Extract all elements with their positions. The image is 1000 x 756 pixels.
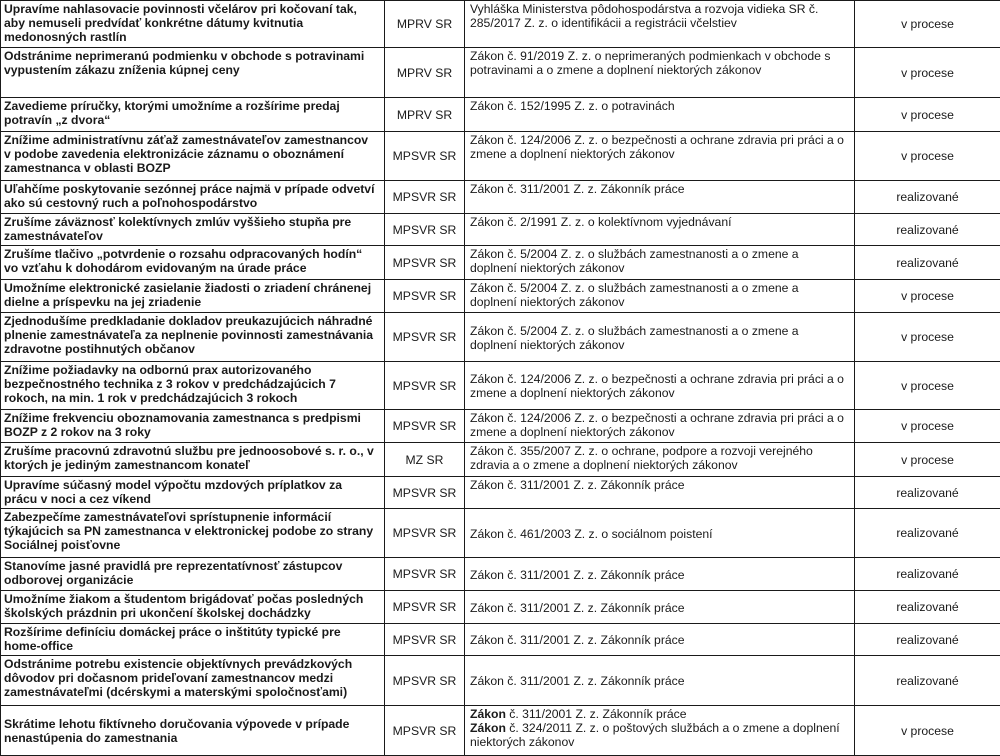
table-row — [1, 509, 1000, 558]
law-cell: Zákon č. 124/2006 Z. z. o bezpečnosti a ochrane zdravia pri práci a o zmene a doplnení niektorých zákonov — [465, 132, 855, 181]
ministry-cell: MPSVR SR — [385, 509, 465, 558]
law-cell: Vyhláška Ministerstva pôdohospodárstva a rozvoja vidieka SR č. 285/2017 Z. z. o identifikácii a registrácii včelstiev — [465, 1, 855, 48]
ministry-cell: MPSVR SR — [385, 362, 465, 410]
table-row — [1, 132, 1000, 181]
measure-cell: Upravíme nahlasovacie povinnosti včelárov pri kočovaní tak, aby nemuseli predvídať konkrétne dátumy kvitnutia medonosných rastlín — [1, 1, 385, 48]
status-cell: realizované — [855, 509, 1000, 558]
status-cell: v procese — [855, 48, 1000, 98]
law-cell: Zákon č. 311/2001 Z. z. Zákonník práce — [465, 591, 855, 624]
measure-cell: Zrušíme tlačivo „potvrdenie o rozsahu odpracovaných hodín“ vo vzťahu k dohodárom evidovaným na úrade práce — [1, 246, 385, 280]
law-cell: Zákon č. 5/2004 Z. z. o službách zamestnanosti a o zmene a doplnení niektorých zákonov — [465, 246, 855, 280]
law-line — [470, 721, 848, 749]
measure-cell: Zabezpečíme zamestnávateľovi sprístupnenie informácií týkajúcich sa PN zamestnanca v elektronickej podobe zo strany Sociálnej poisťovne — [1, 509, 385, 558]
status-cell: v procese — [855, 132, 1000, 181]
measure-cell: Odstránime neprimeranú podmienku v obchode s potravinami vypustením zákazu zníženia kúpnej ceny — [1, 48, 385, 98]
measure-cell: Stanovíme jasné pravidlá pre reprezentatívnosť zástupcov odborovej organizácie — [1, 558, 385, 591]
law-line-text: č. 324/2011 Z. z. o poštových službách a o zmene a doplnení niektorých zákonov — [470, 721, 840, 749]
status-cell: realizované — [855, 558, 1000, 591]
status-cell: realizované — [855, 624, 1000, 656]
law-cell: Zákon č. 311/2001 Z. z. Zákonník práce — [465, 477, 855, 509]
table-row — [1, 656, 1000, 706]
ministry-cell: MPSVR SR — [385, 313, 465, 362]
law-cell: Zákon č. 5/2004 Z. z. o službách zamestnanosti a o zmene a doplnení niektorých zákonov — [465, 280, 855, 313]
ministry-cell: MPSVR SR — [385, 624, 465, 656]
law-cell: Zákon č. 461/2003 Z. z. o sociálnom poistení — [465, 509, 855, 558]
law-cell: Zákon č. 91/2019 Z. z. o neprimeraných podmienkach v obchode s potravinami a o zmene a doplnení niektorých zákonov — [465, 48, 855, 98]
law-cell: Zákon č. 311/2001 Z. z. Zákonník práce — [465, 624, 855, 656]
table-row — [1, 410, 1000, 443]
table-row — [1, 443, 1000, 477]
ministry-cell: MPSVR SR — [385, 558, 465, 591]
law-cell: Zákon č. 124/2006 Z. z. o bezpečnosti a ochrane zdravia pri práci a o zmene a doplnení niektorých zákonov — [465, 362, 855, 410]
ministry-cell: MPSVR SR — [385, 214, 465, 246]
table-row — [1, 591, 1000, 624]
ministry-cell: MZ SR — [385, 443, 465, 477]
measure-cell: Zjednodušíme predkladanie dokladov preukazujúcich náhradné plnenie zamestnávateľa za neplnenie povinnosti zamestnávania zdravotne postihnutých občanov — [1, 313, 385, 362]
law-cell: Zákon č. 2/1991 Z. z. o kolektívnom vyjednávaní — [465, 214, 855, 246]
law-cell: Zákon č. 152/1995 Z. z. o potravinách — [465, 98, 855, 132]
status-cell: realizované — [855, 214, 1000, 246]
status-cell: v procese — [855, 98, 1000, 132]
law-cell: Zákon č. 311/2001 Z. z. Zákonník práce — [465, 558, 855, 591]
law-line-text: č. 311/2001 Z. z. Zákonník práce — [506, 707, 687, 721]
measure-cell: Rozšírime definíciu domáckej práce o inštitúty typické pre home-office — [1, 624, 385, 656]
law-cell — [465, 706, 855, 756]
law-cell: Zákon č. 355/2007 Z. z. o ochrane, podpore a rozvoji verejného zdravia a o zmene a doplnení niektorých zákonov — [465, 443, 855, 477]
table-row — [1, 558, 1000, 591]
table-row — [1, 98, 1000, 132]
law-cell: Zákon č. 124/2006 Z. z. o bezpečnosti a ochrane zdravia pri práci a o zmene a doplnení niektorých zákonov — [465, 410, 855, 443]
table-row — [1, 1, 1000, 48]
law-cell: Zákon č. 311/2001 Z. z. Zákonník práce — [465, 181, 855, 214]
ministry-cell: MPSVR SR — [385, 246, 465, 280]
ministry-cell: MPSVR SR — [385, 181, 465, 214]
measure-cell: Zrušíme záväznosť kolektívnych zmlúv vyššieho stupňa pre zamestnávateľov — [1, 214, 385, 246]
ministry-cell: MPSVR SR — [385, 656, 465, 706]
measure-cell: Zavedieme príručky, ktorými umožníme a rozšírime predaj potravín „z dvora“ — [1, 98, 385, 132]
table-row — [1, 477, 1000, 509]
measure-cell: Odstránime potrebu existencie objektívnych prevádzkových dôvodov pri dočasnom prideľovaní zamestnancov medzi zamestnávateľmi (dcérskymi a materskými spoločnosťami) — [1, 656, 385, 706]
table-row — [1, 181, 1000, 214]
ministry-cell: MPRV SR — [385, 1, 465, 48]
law-line — [470, 707, 848, 721]
status-cell: realizované — [855, 656, 1000, 706]
table-row — [1, 706, 1000, 756]
status-cell: v procese — [855, 443, 1000, 477]
status-cell: v procese — [855, 280, 1000, 313]
law-cell: Zákon č. 5/2004 Z. z. o službách zamestnanosti a o zmene a doplnení niektorých zákonov — [465, 313, 855, 362]
ministry-cell: MPSVR SR — [385, 706, 465, 756]
measures-table-body — [1, 1, 1000, 756]
ministry-cell: MPSVR SR — [385, 477, 465, 509]
table-row — [1, 313, 1000, 362]
measure-cell: Znížime požiadavky na odbornú prax autorizovaného bezpečnostného technika z 3 rokov v predchádzajúcich 7 rokoch, na min. 1 rok v predchádzajúcich 3 rokoch — [1, 362, 385, 410]
law-line-lead: Zákon — [470, 721, 506, 735]
law-line-lead: Zákon — [470, 707, 506, 721]
status-cell: v procese — [855, 362, 1000, 410]
ministry-cell: MPSVR SR — [385, 591, 465, 624]
table-row — [1, 624, 1000, 656]
table-row — [1, 48, 1000, 98]
status-cell: realizované — [855, 246, 1000, 280]
measure-cell: Umožníme žiakom a študentom brigádovať počas posledných školských prázdnin pri ukončení školskej dochádzky — [1, 591, 385, 624]
ministry-cell: MPRV SR — [385, 48, 465, 98]
ministry-cell: MPSVR SR — [385, 280, 465, 313]
table-row — [1, 214, 1000, 246]
ministry-cell: MPSVR SR — [385, 410, 465, 443]
measure-cell: Upravíme súčasný model výpočtu mzdových príplatkov za prácu v noci a cez víkend — [1, 477, 385, 509]
status-cell: v procese — [855, 313, 1000, 362]
measure-cell: Znížime administratívnu záťaž zamestnávateľov zamestnancov v podobe zavedenia elektronizácie záznamu o oboznámení zamestnanca v oblasti BOZP — [1, 132, 385, 181]
ministry-cell: MPRV SR — [385, 98, 465, 132]
measure-cell: Znížime frekvenciu oboznamovania zamestnanca s predpismi BOZP z 2 rokov na 3 roky — [1, 410, 385, 443]
status-cell: v procese — [855, 1, 1000, 48]
status-cell: realizované — [855, 477, 1000, 509]
measure-cell: Umožníme elektronické zasielanie žiadosti o zriadení chránenej dielne a príspevku na jej zriadenie — [1, 280, 385, 313]
status-cell: realizované — [855, 181, 1000, 214]
table-row — [1, 280, 1000, 313]
status-cell: realizované — [855, 591, 1000, 624]
status-cell: v procese — [855, 410, 1000, 443]
measure-cell: Zrušíme pracovnú zdravotnú službu pre jednoosobové s. r. o., v ktorých je jediným zamestnancom konateľ — [1, 443, 385, 477]
measure-cell: Skrátime lehotu fiktívneho doručovania výpovede v prípade nenastúpenia do zamestnania — [1, 706, 385, 756]
status-cell: v procese — [855, 706, 1000, 756]
ministry-cell: MPSVR SR — [385, 132, 465, 181]
law-cell: Zákon č. 311/2001 Z. z. Zákonník práce — [465, 656, 855, 706]
table-row — [1, 362, 1000, 410]
measure-cell: Uľahčíme poskytovanie sezónnej práce najmä v prípade odvetví ako sú cestovný ruch a poľnohospodárstvo — [1, 181, 385, 214]
table-row — [1, 246, 1000, 280]
